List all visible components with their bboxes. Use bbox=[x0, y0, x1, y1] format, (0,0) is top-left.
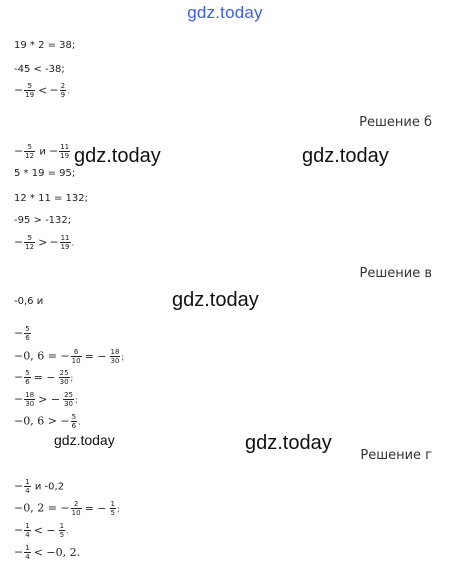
solution-c-line-4: − $\frac{5}{6}$ = − $\frac{25}{30}$ ; bbox=[14, 369, 74, 386]
fraction: $\frac{11}{19}$ bbox=[60, 234, 70, 251]
solution-b-line-5: − $\frac{5}{12}$ > − $\frac{11}{19}$ . bbox=[14, 234, 75, 251]
solution-d-line-2: −0, 2 = − $\frac{2}{10}$ = − $\frac{1}{5}$ ; bbox=[14, 500, 120, 517]
fraction: $\frac{25}{30}$ bbox=[59, 369, 69, 386]
watermark: gdz.today bbox=[245, 432, 332, 454]
fraction: $\frac{1}{5}$ bbox=[59, 522, 65, 539]
watermark: gdz.today bbox=[74, 145, 161, 167]
heading-solution-b: Решение б bbox=[359, 115, 432, 130]
heading-solution-d: Решение г bbox=[360, 448, 432, 463]
watermark: gdz.today bbox=[302, 145, 389, 167]
fraction: $\frac{1}{5}$ bbox=[110, 500, 115, 517]
fraction: $\frac{1}{4}$ bbox=[25, 522, 30, 539]
minus-sign: − bbox=[49, 83, 59, 97]
fraction: $\frac{5}{6}$ bbox=[25, 369, 30, 386]
site-logo[interactable]: gdz.today bbox=[187, 3, 263, 22]
watermark: gdz.today bbox=[172, 289, 259, 311]
solution-d-line-4: − $\frac{1}{4}$ < −0, 2. bbox=[14, 544, 81, 561]
fraction: $\frac{18}{30}$ bbox=[25, 391, 35, 408]
solution-b-line-4: -95 > -132; bbox=[14, 215, 72, 226]
operator: < bbox=[38, 83, 48, 97]
solution-b-line-1: − $\frac{5}{12}$ и − $\frac{11}{19}$ bbox=[14, 143, 70, 160]
fraction: $\frac{25}{30}$ bbox=[64, 391, 73, 408]
fraction: $\frac{18}{30}$ bbox=[110, 348, 120, 365]
solution-a-line-3: − $\frac{5}{19}$ < − $\frac{2}{9}$ . bbox=[14, 82, 70, 99]
fraction: $\frac{2}{9}$ bbox=[60, 82, 66, 99]
solution-c-line-2: − $\frac{5}{6}$ bbox=[14, 325, 30, 342]
fraction: $\frac{11}{19}$ bbox=[60, 143, 70, 160]
fraction: $\frac{5}{6}$ bbox=[25, 325, 30, 342]
fraction: $\frac{5}{12}$ bbox=[25, 143, 35, 160]
solution-a-line-2: -45 < -38; bbox=[14, 64, 65, 75]
fraction: $\frac{5}{19}$ bbox=[25, 82, 35, 99]
minus-sign: − bbox=[14, 83, 24, 97]
solution-b-line-2: 5 * 19 = 95; bbox=[14, 168, 76, 179]
solution-c-line-5: − $\frac{18}{30}$ > − $\frac{25}{30}$ ; bbox=[14, 391, 78, 408]
fraction: $\frac{2}{10}$ bbox=[71, 500, 81, 517]
solution-c-line-1: -0,6 и bbox=[14, 296, 44, 307]
heading-solution-c: Решение в bbox=[359, 266, 432, 281]
fraction: $\frac{1}{4}$ bbox=[25, 544, 30, 561]
fraction: $\frac{6}{10}$ bbox=[71, 348, 81, 365]
solution-d-line-1: − $\frac{1}{4}$ и -0,2 bbox=[14, 478, 65, 495]
fraction: $\frac{5}{12}$ bbox=[25, 234, 35, 251]
solution-c-line-6: −0, 6 > − $\frac{5}{6}$ . bbox=[14, 413, 81, 430]
watermark: gdz.today bbox=[54, 432, 115, 448]
solution-d-line-3: − $\frac{1}{4}$ < − $\frac{1}{5}$ . bbox=[14, 522, 69, 539]
fraction: $\frac{5}{6}$ bbox=[71, 413, 77, 430]
solution-b-line-3: 12 * 11 = 132; bbox=[14, 193, 88, 204]
solution-c-line-3: −0, 6 = − $\frac{6}{10}$ = − $\frac{18}{30}$ ; bbox=[14, 348, 125, 365]
fraction: $\frac{1}{4}$ bbox=[25, 478, 30, 495]
solution-a-line-1: 19 * 2 = 38; bbox=[14, 40, 76, 51]
